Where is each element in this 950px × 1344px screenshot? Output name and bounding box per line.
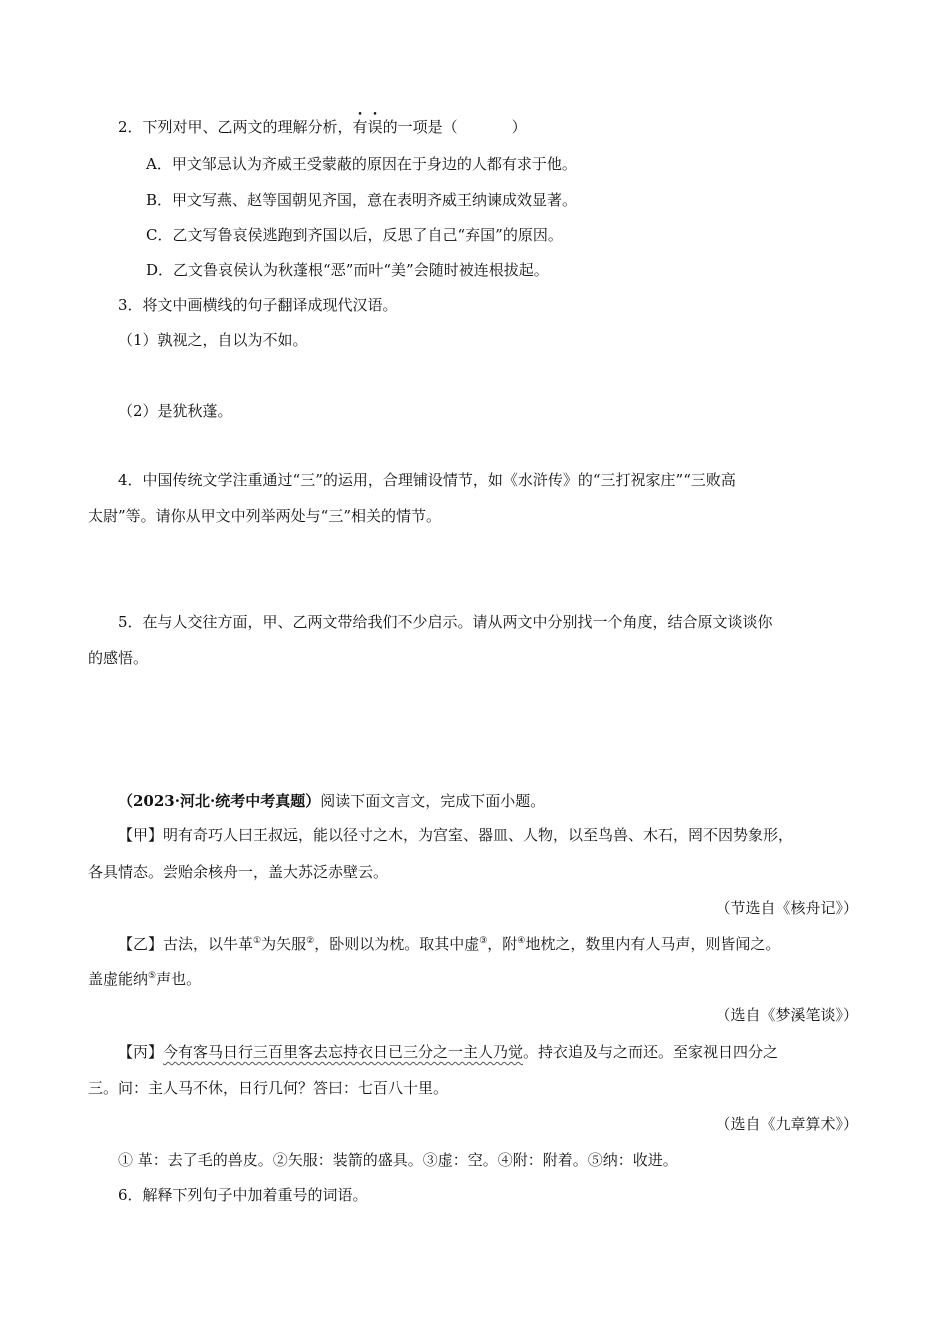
passage-bing-source: （选自《九章算术》） (715, 1115, 858, 1133)
q2-option-b[interactable]: B．甲文写燕、赵等国朝见齐国，意在表明齐威王纳谏成效显著。 (146, 191, 578, 209)
wavy-underlined-sentence: 今有客马日行三百里客去忘持衣日已三分之一主人乃觉 (163, 1043, 524, 1061)
footnote-marker: ② (306, 936, 315, 946)
q3-sentence-2: （2）是犹秋蓬。 (118, 402, 233, 420)
emphasis-char: 有 (352, 118, 368, 136)
passage-yi-line-2: 盖虚能纳⑤声也。 (88, 970, 202, 988)
passage-bing-line-2: 三。问：主人马不休，日行几何？答曰：七百八十里。 (88, 1079, 449, 1097)
passage-yi-source: （选自《梦溪笔谈》） (715, 1006, 858, 1024)
passage-jia-source: （节选自《核舟记》） (715, 899, 858, 917)
footnote-marker: ① (253, 936, 262, 946)
passage-bing-line-1: 【丙】今有客马日行三百里客去忘持衣日已三分之一主人乃觉。持衣追及与之而还。至家视日四分之 (118, 1043, 779, 1061)
footnote-marker: ⑤ (148, 971, 157, 981)
passage-jia-line-2: 各具情态。尝贻余核舟一，盖大苏泛赤壁云。 (88, 863, 389, 881)
q4-line-1: 4．中国传统文学注重通过“三”的运用，合理铺设情节，如《水浒传》的“三打祝家庄”“三败高 (118, 471, 736, 489)
q3-sentence-1: （1）孰视之，自以为不如。 (118, 331, 308, 349)
q6-stem: 6．解释下列句子中加着重号的词语。 (118, 1186, 368, 1204)
footnotes: ① 革：去了毛的兽皮。②矢服：装箭的盛具。③虚：空。④附：附着。⑤纳：收进。 (118, 1151, 678, 1169)
passage-yi-line-1: 【乙】古法，以牛革①为矢服②，卧则以为枕。取其中虚③，附④地枕之，数里内有人马声，则皆闻之。 (118, 935, 781, 953)
q2-option-c[interactable]: C．乙文写鲁哀侯逃跑到齐国以后，反思了自己“弃国”的原因。 (146, 226, 563, 244)
q2-option-d[interactable]: D．乙文鲁哀侯认为秋蓬根“恶”而叶“美”会随时被连根拔起。 (146, 261, 549, 279)
q4-line-2: 太尉”等。请你从甲文中列举两处与“三”相关的情节。 (88, 507, 442, 525)
footnote-marker: ③ (479, 936, 488, 946)
emphasis-char: 误 (367, 118, 383, 136)
q2-stem: 2．下列对甲、乙两文的理解分析，有误的一项是（ ） (118, 118, 527, 136)
q5-line-2: 的感悟。 (88, 649, 149, 667)
footnote-marker: ④ (517, 936, 526, 946)
passage-source: （2023·河北·统考中考真题）阅读下面文言文，完成下面小题。 (118, 792, 546, 810)
q5-line-1: 5．在与人交往方面，甲、乙两文带给我们不少启示。请从两文中分别找一个角度，结合原文谈谈你 (118, 613, 773, 631)
q3-stem: 3．将文中画横线的句子翻译成现代汉语。 (118, 296, 398, 314)
q2-option-a[interactable]: A．甲文邹忌认为齐威王受蒙蔽的原因在于身边的人都有求于他。 (146, 155, 577, 173)
passage-jia-line-1: 【甲】明有奇巧人曰王叔远，能以径寸之木，为宫室、器皿、人物，以至鸟兽、木石，罔不因势象形， (118, 826, 794, 844)
